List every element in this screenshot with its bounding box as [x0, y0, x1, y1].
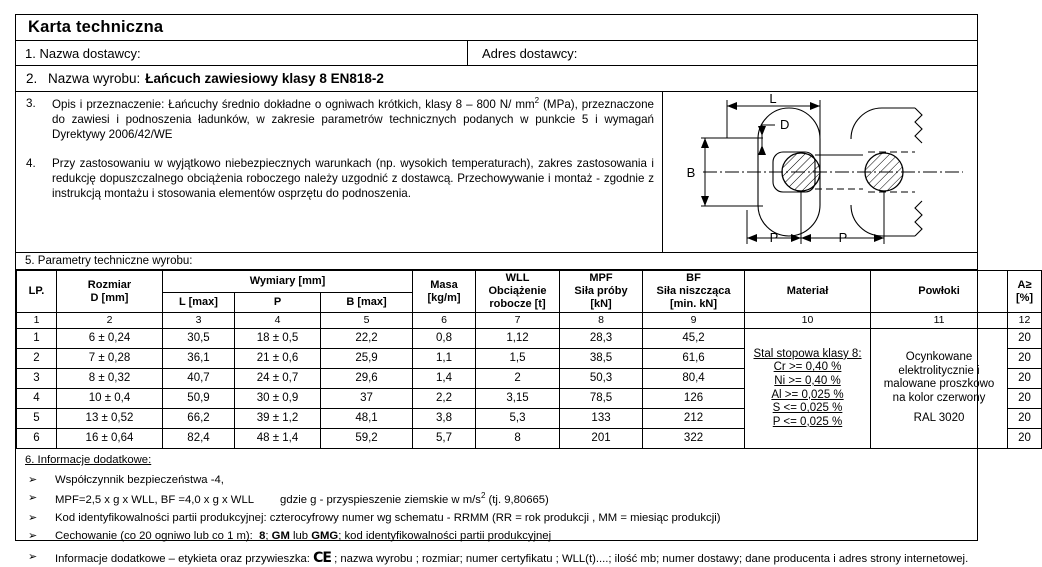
note-4-seg1: Cechowanie (co 20 ogniwo lub co 1 m): — [55, 530, 253, 543]
cell-wll: 5,3 — [476, 409, 560, 429]
header-wll-line3: robocze [t] — [489, 297, 546, 310]
coating-line-3: na kolor czerwony — [892, 391, 986, 404]
col-index: 11 — [871, 313, 1008, 329]
cell-p: 48 ± 1,4 — [235, 429, 321, 449]
cell-size: 6 ± 0,24 — [57, 329, 163, 349]
cell-mpf: 201 — [560, 429, 643, 449]
cell-mass: 5,7 — [413, 429, 476, 449]
col-index: 12 — [1008, 313, 1042, 329]
header-elongation-line1: A≥ — [1017, 278, 1032, 291]
cell-elongation: 20 — [1008, 429, 1042, 449]
header-mpf — [560, 271, 643, 313]
header-dim-l: L [max] — [163, 292, 235, 312]
description-text-block — [16, 92, 663, 252]
table-column-index-row — [17, 313, 1042, 329]
cell-lp: 3 — [17, 369, 57, 389]
paragraph-4-number: 4. — [26, 156, 36, 170]
cell-wll: 3,15 — [476, 389, 560, 409]
product-name-value: Łańcuch zawiesiowy klasy 8 EN818-2 — [145, 71, 384, 86]
header-size-line2: D [mm] — [90, 291, 129, 304]
note-2-superscript: 2 — [480, 491, 486, 501]
header-mass — [413, 271, 476, 313]
cell-elongation: 20 — [1008, 349, 1042, 369]
col-index: 6 — [413, 313, 476, 329]
dim-label-L: L — [769, 91, 777, 106]
note-text-4 — [55, 529, 971, 543]
table-body — [17, 329, 1042, 449]
bullet-arrow-icon: ➢ — [28, 512, 38, 525]
note-text-2 — [55, 491, 971, 507]
note-item — [25, 550, 971, 567]
header-bf — [643, 271, 745, 313]
cell-size: 7 ± 0,28 — [57, 349, 163, 369]
page-title — [16, 15, 977, 41]
dim-label-B: B — [686, 165, 696, 180]
header-elongation-line2: [%] — [1015, 291, 1034, 304]
paragraph-3-seg1: Opis i przeznaczenie: Łańcuchy średnio dokładne o ogniwach krótkich, klasy 8 – 800 N/ mm — [52, 97, 535, 111]
paragraph-3-superscript: 2 — [534, 96, 540, 105]
header-coating: Powłoki — [871, 271, 1008, 313]
cell-mass: 3,8 — [413, 409, 476, 429]
note-item — [25, 491, 971, 507]
note-text-1: Współczynnik bezpieczeństwa -4, — [55, 474, 224, 487]
supplier-address-field[interactable] — [468, 41, 977, 65]
note-2-seg1: MPF=2,5 x g x WLL, BF =4,0 x g x WLL — [55, 494, 255, 507]
header-bf-line1: BF — [686, 272, 701, 285]
cell-mpf: 38,5 — [560, 349, 643, 369]
cell-size: 16 ± 0,64 — [57, 429, 163, 449]
note-5-seg2: ; nazwa wyrobu ; rozmiar; numer certyfikatu ; WLL(t)....; ilość mb; numer dostawy; dane producenta i adres strony internetowej. — [334, 552, 969, 565]
cell-l: 36,1 — [163, 349, 235, 369]
cell-mpf: 78,5 — [560, 389, 643, 409]
material-line-0: Stal stopowa klasy 8: — [753, 347, 862, 360]
col-index: 9 — [643, 313, 745, 329]
parameters-table — [16, 270, 1042, 449]
cell-lp: 6 — [17, 429, 57, 449]
note-2-seg2: (tj. 9,80665) — [485, 494, 549, 507]
cell-b: 37 — [321, 389, 413, 409]
material-line-5: P <= 0,025 % — [772, 415, 843, 428]
cell-lp: 1 — [17, 329, 57, 349]
col-index: 2 — [57, 313, 163, 329]
product-name-label: Nazwa wyrobu: — [48, 71, 141, 86]
cell-b: 29,6 — [321, 369, 413, 389]
cell-mpf: 133 — [560, 409, 643, 429]
header-mass-line1: Masa — [430, 278, 458, 291]
cell-l: 30,5 — [163, 329, 235, 349]
header-mpf-line1: MPF — [589, 272, 613, 285]
cell-wll: 2 — [476, 369, 560, 389]
cell-mass: 1,4 — [413, 369, 476, 389]
supplier-address-label: Adres dostawcy: — [482, 45, 578, 61]
col-index: 1 — [17, 313, 57, 329]
table-row — [17, 329, 1042, 349]
header-bf-line3: [min. kN] — [669, 297, 718, 310]
bullet-arrow-icon: ➢ — [28, 474, 38, 487]
cell-elongation: 20 — [1008, 329, 1042, 349]
cell-bf: 322 — [643, 429, 745, 449]
table-header-row — [17, 271, 1042, 293]
col-index: 5 — [321, 313, 413, 329]
note-4-mid: ; — [265, 530, 272, 543]
paragraph-3-seg2: (MPa), przeznaczone do zawiesi i podnoszenia ładunków, w zakresie parametrów technicznych podanych w punkcie 5 i wymagań Dyrektywy 2006/42/WE — [52, 97, 654, 142]
note-item — [25, 473, 971, 487]
cell-l: 66,2 — [163, 409, 235, 429]
additional-information-section — [16, 449, 977, 567]
cell-lp: 4 — [17, 389, 57, 409]
note-4-mid2: lub — [289, 530, 312, 543]
coating-line-1: elektrolitycznie i — [898, 364, 980, 377]
technical-data-sheet — [15, 14, 1034, 566]
cell-bf: 126 — [643, 389, 745, 409]
note-text-5 — [55, 550, 971, 567]
supplier-name-label: 1. Nazwa dostawcy: — [25, 45, 141, 61]
col-index: 3 — [163, 313, 235, 329]
note-4-seg2: ; kod identyfikowalności partii produkcyjnej — [338, 530, 552, 543]
col-index: 7 — [476, 313, 560, 329]
params-caption-text: 5. Parametry techniczne wyrobu: — [25, 255, 193, 267]
note-4-bold3: GMG — [311, 530, 339, 543]
bullet-arrow-icon: ➢ — [28, 550, 38, 563]
note-text-3: Kod identyfikowalności partii produkcyjnej: czterocyfrowy numer wg schematu - RRMM (RR = rok produkcji , MM = miesiąc produkcji) — [55, 512, 721, 525]
col-index: 10 — [745, 313, 871, 329]
cell-bf: 45,2 — [643, 329, 745, 349]
cell-elongation: 20 — [1008, 409, 1042, 429]
paragraph-3-text — [52, 96, 654, 143]
notes-title: 6. Informacje dodatkowe: — [25, 454, 152, 466]
coating-line-4: RAL 3020 — [913, 412, 965, 425]
cell-wll: 1,5 — [476, 349, 560, 369]
cell-mpf: 50,3 — [560, 369, 643, 389]
cell-l: 82,4 — [163, 429, 235, 449]
paragraph-3-number: 3. — [26, 97, 36, 110]
paragraph-4-text: Przy zastosowaniu w wyjątkowo niebezpiecznych warunkach (np. wysokich temperaturach), zakres zastosowania i redukcję dopuszczalnego obciążenia roboczego należy uzgodnić z dostawcą. Przechowywanie i montaż - zgodnie z instrukcją montażu i stosowania elementów osprzętu do podnoszenia. — [52, 156, 654, 201]
material-line-1: Cr >= 0,40 % — [773, 361, 842, 374]
cell-mass: 0,8 — [413, 329, 476, 349]
cell-size: 13 ± 0,52 — [57, 409, 163, 429]
cell-p: 18 ± 0,5 — [235, 329, 321, 349]
note-item — [25, 511, 971, 525]
cell-mpf: 28,3 — [560, 329, 643, 349]
header-bf-line2: Siła niszcząca — [656, 285, 731, 298]
header-size-line1: Rozmiar — [87, 278, 132, 291]
cell-bf: 212 — [643, 409, 745, 429]
material-line-2: Ni >= 0,40 % — [774, 374, 841, 387]
cell-elongation: 20 — [1008, 389, 1042, 409]
header-mpf-line3: [kN] — [590, 297, 612, 310]
cell-b: 22,2 — [321, 329, 413, 349]
header-dim-b: B [max] — [321, 292, 413, 312]
note-4-bold2: GM — [271, 530, 290, 543]
dim-label-P-right: P — [838, 230, 848, 245]
bullet-arrow-icon: ➢ — [28, 492, 38, 505]
coating-line-2: malowane proszkowo — [883, 378, 995, 391]
cell-l: 50,9 — [163, 389, 235, 409]
cell-b: 25,9 — [321, 349, 413, 369]
header-elongation — [1008, 271, 1042, 313]
col-index: 8 — [560, 313, 643, 329]
header-dim-p: P — [235, 292, 321, 312]
header-lp: LP. — [17, 271, 57, 313]
cell-lp: 2 — [17, 349, 57, 369]
header-wll-line2: Obciążenie — [488, 285, 547, 298]
chain-link-dimensions-icon — [663, 92, 977, 252]
header-wll-line1: WLL — [505, 272, 530, 285]
chain-link-diagram — [663, 92, 977, 252]
header-mass-line2: [kg/m] — [427, 291, 461, 304]
cell-elongation: 20 — [1008, 369, 1042, 389]
ce-mark-icon: CE — [313, 549, 331, 566]
bullet-arrow-icon: ➢ — [28, 530, 38, 543]
cell-b: 48,1 — [321, 409, 413, 429]
cell-l: 40,7 — [163, 369, 235, 389]
dim-label-D: D — [780, 117, 790, 132]
product-name-row — [16, 66, 977, 92]
note-5-seg1: Informacje dodatkowe – etykieta oraz przywieszka: — [55, 552, 310, 565]
col-index: 4 — [235, 313, 321, 329]
note-2-mid: gdzie g - przyspieszenie ziemskie w m/s — [280, 494, 481, 507]
header-wll — [476, 271, 560, 313]
cell-size: 10 ± 0,4 — [57, 389, 163, 409]
description-and-drawing — [16, 92, 977, 253]
material-line-4: S <= 0,025 % — [772, 402, 843, 415]
note-4-bold1: 8 — [259, 530, 266, 543]
cell-p: 39 ± 1,2 — [235, 409, 321, 429]
supplier-row — [16, 41, 977, 66]
supplier-name-field[interactable] — [16, 41, 468, 65]
cell-mass: 2,2 — [413, 389, 476, 409]
header-dims-group: Wymiary [mm] — [163, 271, 413, 293]
product-row-number: 2. — [26, 71, 38, 86]
cell-wll: 1,12 — [476, 329, 560, 349]
cell-p: 21 ± 0,6 — [235, 349, 321, 369]
description-paragraph-3 — [26, 96, 654, 143]
cell-b: 59,2 — [321, 429, 413, 449]
cell-bf: 61,6 — [643, 349, 745, 369]
cell-lp: 5 — [17, 409, 57, 429]
cell-p: 24 ± 0,7 — [235, 369, 321, 389]
header-size — [57, 271, 163, 313]
cell-wll: 8 — [476, 429, 560, 449]
cell-mass: 1,1 — [413, 349, 476, 369]
coating-line-0: Ocynkowane — [905, 351, 973, 364]
cell-size: 8 ± 0,32 — [57, 369, 163, 389]
cell-bf: 80,4 — [643, 369, 745, 389]
dim-label-P-left: P — [769, 230, 779, 245]
cell-p: 30 ± 0,9 — [235, 389, 321, 409]
cell-coating — [871, 329, 1008, 449]
page-title-text: Karta techniczna — [28, 18, 164, 36]
description-paragraph-4 — [26, 156, 654, 202]
note-item — [25, 529, 971, 543]
material-line-3: Al >= 0,025 % — [771, 388, 844, 401]
header-material: Materiał — [745, 271, 871, 313]
cell-material — [745, 329, 871, 449]
header-mpf-line2: Siła próby — [574, 285, 628, 298]
params-caption — [16, 253, 977, 270]
